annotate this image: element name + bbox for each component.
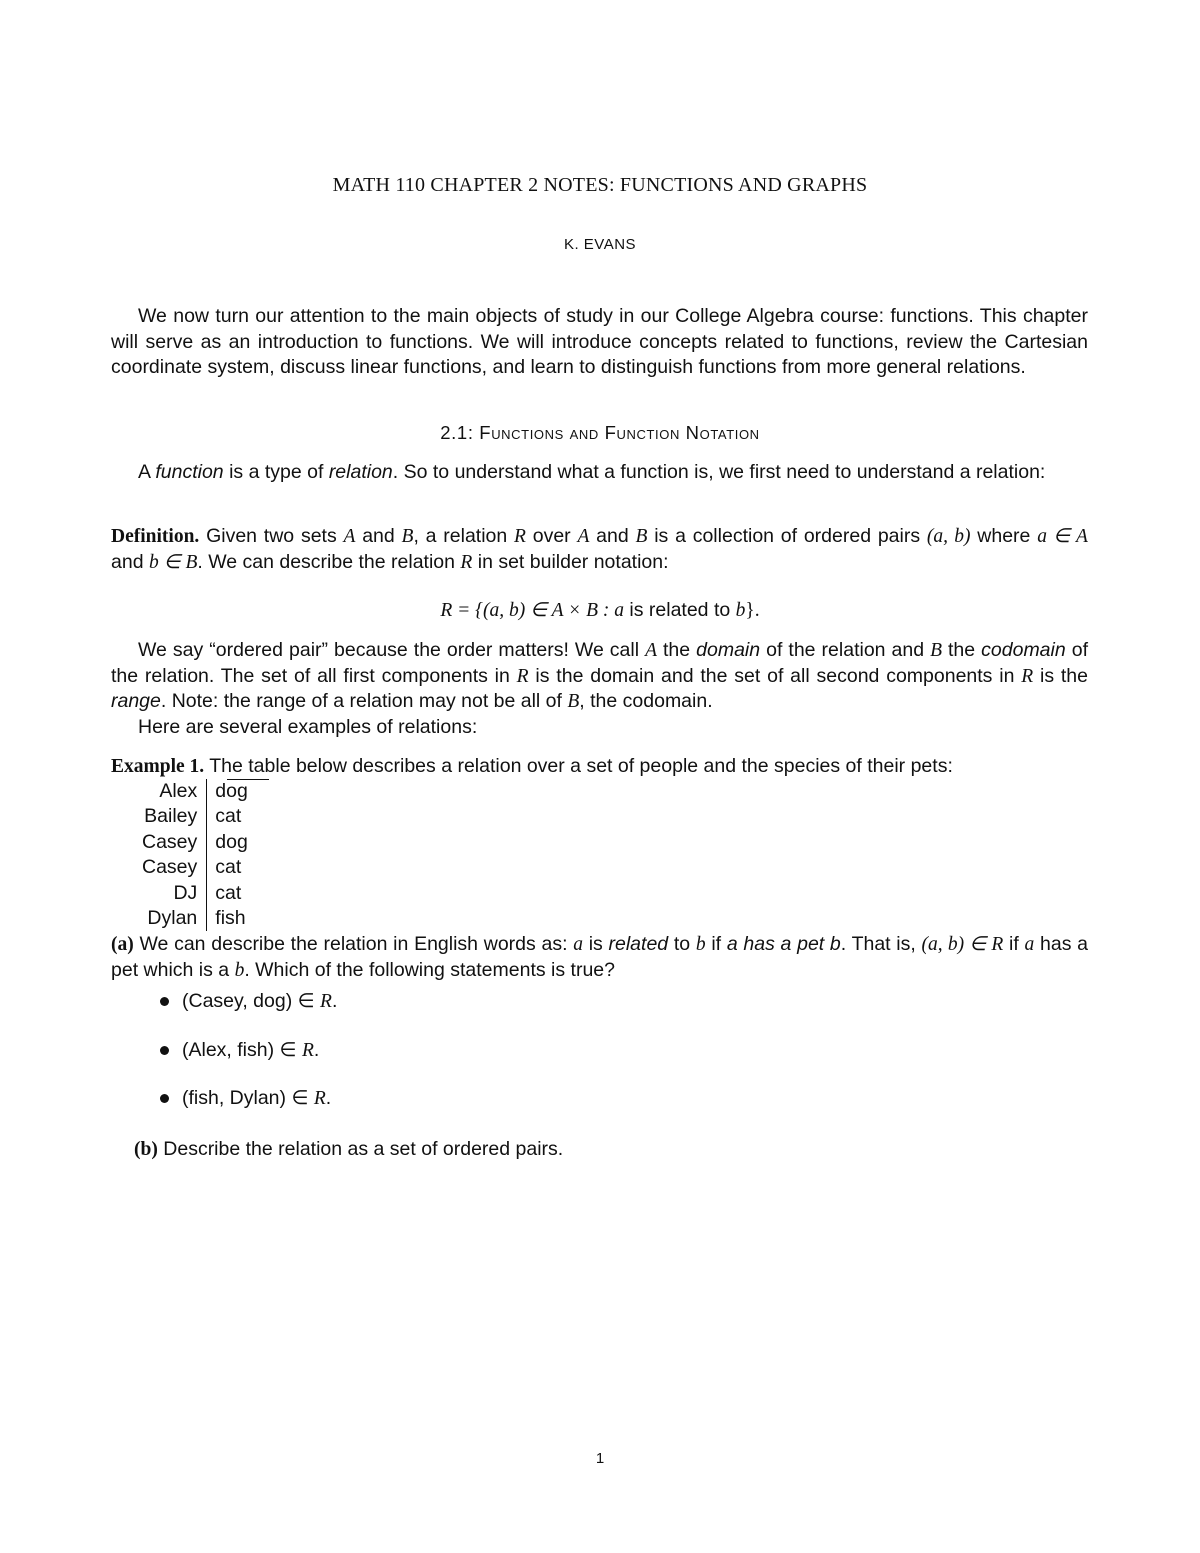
table-row xyxy=(136,881,256,906)
ordered-pair-paragraph: We say “ordered pair” because the order matters! We call A the domain of the relation and B the codomain of the relation. The set of all first components in R is the domain and the set of all second components in R is the range. Note: the range of a relation may not be all of B, the codomain. xyxy=(111,639,1088,713)
statement-list xyxy=(160,988,337,1134)
pet-cell: cat xyxy=(215,881,242,904)
emphasis-function: function xyxy=(155,461,224,483)
list-item: (Casey, dog) ∈ R. xyxy=(160,988,337,1037)
definition-label: Definition. xyxy=(111,526,200,547)
emphasis-has-pet: a has a pet b xyxy=(726,933,841,955)
part-a-label: (a) xyxy=(111,934,134,955)
emphasis-domain: domain xyxy=(696,639,761,661)
person-cell: Dylan xyxy=(136,906,207,931)
pets-table xyxy=(136,779,256,931)
function-intro-paragraph: A function is a type of relation. So to understand what a function is, we first need to understand a relation: xyxy=(138,461,1046,483)
pet-cell: dog xyxy=(215,780,248,802)
person-cell: Casey xyxy=(136,830,207,855)
person-cell: Alex xyxy=(136,779,207,804)
example-1-paragraph: Example 1. The table below describes a relation over a set of people and the species of their pets: xyxy=(111,755,953,777)
emphasis-codomain: codomain xyxy=(981,639,1066,661)
pet-cell: cat xyxy=(215,805,242,828)
emphasis-related: related xyxy=(608,933,669,955)
pet-cell: dog xyxy=(215,830,248,853)
bullet-icon xyxy=(160,997,169,1006)
table-row xyxy=(136,855,256,880)
bullet-icon xyxy=(160,1046,169,1055)
pet-cell: fish xyxy=(215,907,246,930)
document-title: MATH 110 CHAPTER 2 NOTES: FUNCTIONS AND GRAPHS xyxy=(332,174,868,196)
definition-paragraph: Definition. Given two sets A and B, a relation R over A and B is a collection of ordered pairs (a, b) where a ∈ A and b ∈ B. We can describe the relation R in set builder notation: xyxy=(111,525,1088,573)
person-cell: Bailey xyxy=(136,804,207,829)
bullet-icon xyxy=(160,1094,169,1103)
set-builder-equation: R = {(a, b) ∈ A × B : a is related to b}. xyxy=(440,599,760,621)
table-row xyxy=(136,830,256,855)
part-b-label: (b) xyxy=(134,1139,158,1160)
document-author: K. EVANS xyxy=(563,236,637,253)
page-number: 1 xyxy=(595,1450,605,1467)
table-row xyxy=(136,779,256,804)
part-a-paragraph: (a) We can describe the relation in English words as: a is related to b if a has a pet b. That is, (a, b) ∈ R if a has a pet which is a b. Which of the following statements is true? xyxy=(111,933,1089,981)
section-heading: 2.1: Functions and Function Notation xyxy=(440,422,760,443)
emphasis-range: range xyxy=(111,690,161,713)
list-item: (fish, Dylan) ∈ R. xyxy=(160,1085,337,1134)
example-1-label: Example 1. xyxy=(111,756,205,777)
intro-paragraph: We now turn our attention to the main objects of study in our College Algebra course: functions. This chapter will serve as an introduction to functions. We will introduce concepts related to functions, review the Cartesian coordinate system, discuss linear functions, and learn to distinguish functions from more general relations. xyxy=(111,305,1088,379)
table-row xyxy=(136,804,256,829)
person-cell: Casey xyxy=(136,855,207,880)
list-item: (Alex, fish) ∈ R. xyxy=(160,1037,337,1086)
table-row xyxy=(136,906,256,931)
person-cell: DJ xyxy=(136,881,207,906)
pet-cell: cat xyxy=(215,856,242,879)
part-b-paragraph: (b) Describe the relation as a set of ordered pairs. xyxy=(134,1138,564,1160)
examples-intro: Here are several examples of relations: xyxy=(138,716,478,738)
emphasis-relation: relation xyxy=(328,461,393,483)
